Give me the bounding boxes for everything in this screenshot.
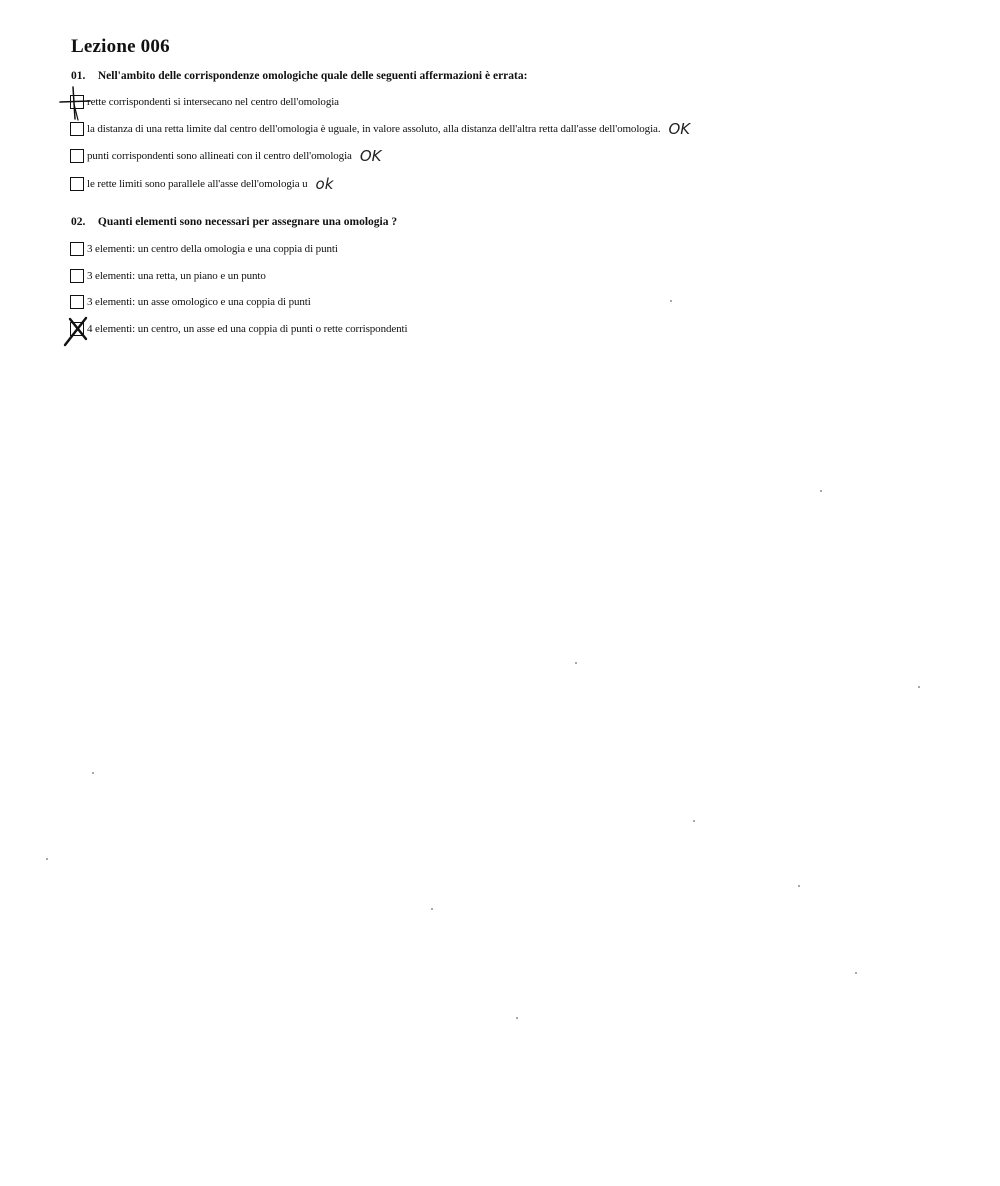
question-text: Quanti elementi sono necessari per assegnare una omologia ? <box>97 216 398 228</box>
answer-checkbox[interactable] <box>70 177 84 191</box>
answer-option-1-3[interactable] <box>70 148 381 164</box>
answer-checkbox[interactable] <box>70 122 84 136</box>
answer-text: la distanza di una retta limite dal centro dell'omologia è uguale, in valore assoluto, alla distanza dell'altra retta dall'asse dell'omologia. <box>87 123 661 135</box>
answer-option-2-4[interactable] <box>70 321 407 337</box>
scan-speck <box>693 820 695 822</box>
scan-speck <box>516 1017 518 1019</box>
answer-checkbox[interactable] <box>70 95 84 109</box>
answer-text: 3 elementi: una retta, un piano e un punto <box>87 270 266 282</box>
answer-option-1-2[interactable] <box>70 121 690 137</box>
scan-speck <box>92 772 94 774</box>
question-text: Nell'ambito delle corrispondenze omologiche quale delle seguenti affermazioni è errata: <box>97 70 528 82</box>
answer-text: rette corrispondenti si intersecano nel centro dell'omologia <box>87 96 339 108</box>
question-number: 02. <box>71 216 86 228</box>
scan-speck <box>670 300 672 302</box>
handwritten-annotation: OK <box>668 120 691 138</box>
scan-speck <box>431 908 433 910</box>
scan-speck <box>820 490 822 492</box>
answer-text: punti corrispondenti sono allineati con il centro dell'omologia <box>87 150 352 162</box>
handwritten-cross-mark <box>0 0 1000 400</box>
scan-speck <box>575 662 577 664</box>
answer-text: le rette limiti sono parallele all'asse dell'omologia u <box>87 178 308 190</box>
answer-option-2-3[interactable] <box>70 294 311 310</box>
question-number: 01. <box>71 70 86 82</box>
answer-checkbox[interactable] <box>70 269 84 283</box>
answer-checkbox[interactable] <box>70 322 84 336</box>
answer-checkbox[interactable] <box>70 242 84 256</box>
answer-text: 3 elementi: un centro della omologia e una coppia di punti <box>87 243 338 255</box>
lesson-title: Lezione 006 <box>71 36 170 57</box>
handwritten-annotation: ok <box>315 175 334 193</box>
handwritten-x-mark <box>0 0 1000 400</box>
answer-checkbox[interactable] <box>70 149 84 163</box>
answer-option-1-4[interactable] <box>70 176 333 192</box>
scan-speck <box>855 972 857 974</box>
answer-text: 3 elementi: un asse omologico e una coppia di punti <box>87 296 311 308</box>
question-01 <box>71 70 527 82</box>
answer-option-1-1[interactable] <box>70 94 339 110</box>
scan-speck <box>46 858 48 860</box>
answer-text: 4 elementi: un centro, un asse ed una coppia di punti o rette corrispondenti <box>87 323 408 335</box>
answer-option-2-1[interactable] <box>70 241 338 257</box>
answer-checkbox[interactable] <box>70 295 84 309</box>
scan-speck <box>918 686 920 688</box>
answer-option-2-2[interactable] <box>70 268 266 284</box>
scan-speck <box>798 885 800 887</box>
handwritten-annotation: OK <box>359 147 382 165</box>
question-02 <box>71 216 397 228</box>
